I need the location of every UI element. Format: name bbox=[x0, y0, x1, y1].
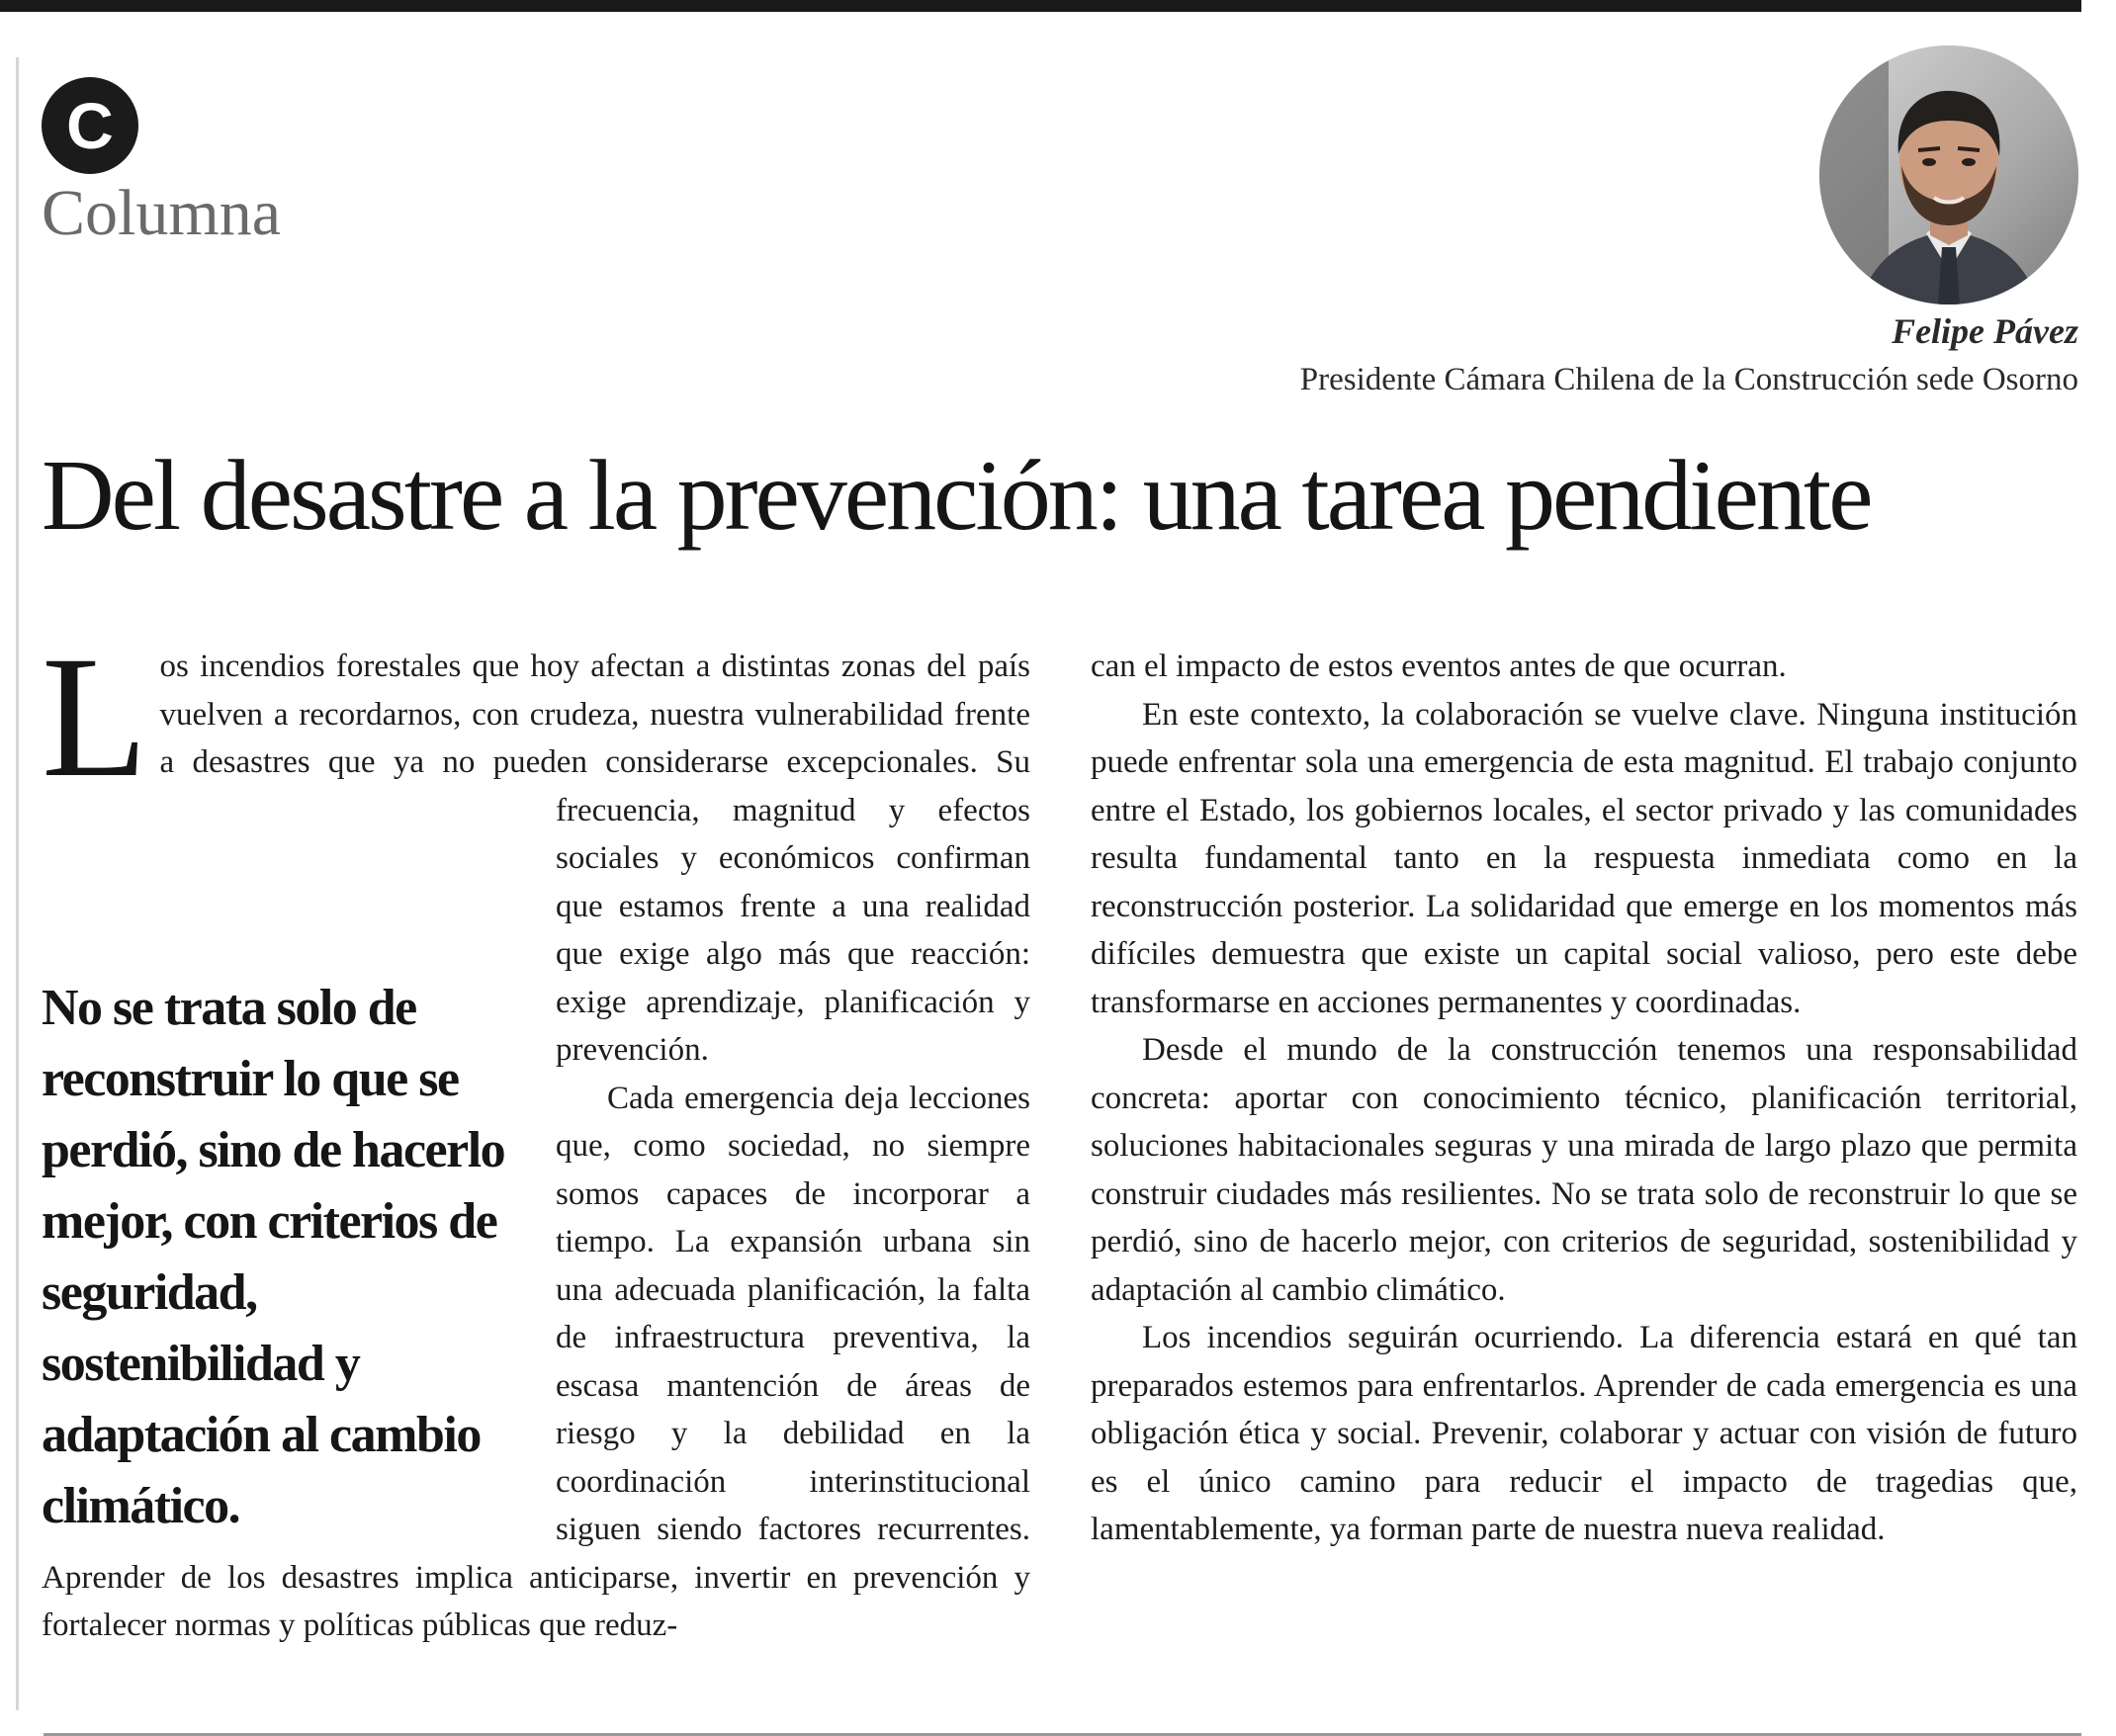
paragraph-4: Desde el mundo de la construcción tenemos una responsabilidad concreta: aportar con conocimiento técnico, planificación territorial, soluciones habitacionales seguras y una mirada de largo plazo que permita construir ciudades más resilientes. No se trata solo de reconstruir lo que se perdió, sino de hacerlo mejor, con criterios de seguridad, sostenibilidad y adaptación al cambio climático. bbox=[1091, 1032, 2077, 1308]
article-column-1 bbox=[42, 621, 1030, 1650]
pull-quote: No se trata solo de reconstruir lo que se perdió, sino de hacerlo mejor, con criterios de seguridad, sostenibilidad y adaptación al cambio climático. bbox=[42, 980, 505, 1534]
paragraph-3: En este contexto, la colaboración se vuelve clave. Ninguna institución puede enfrentar sola una emergencia de esta magnitud. El trabajo conjunto entre el Estado, los gobiernos locales, el sector privado y las comunidades resulta fundamental tanto en la respuesta inmediata como en la reconstrucción posterior. La solidaridad que emerge en los momentos más difíciles demuestra que existe un capital social valioso, pero este debe transformarse en acciones permanentes y coordinadas. bbox=[1091, 696, 2077, 1020]
article-headline: Del desastre a la prevención: una tarea pendiente bbox=[42, 440, 1871, 552]
paragraph-5: Los incendios seguirán ocurriendo. La diferencia estará en qué tan preparados estemos para enfrentarlos. Aprender de cada emergencia es una obligación ética y social. Prevenir, colaborar y actuar con visión de futuro es el único camino para reducir el impacto de tragedias que, lamentablemente, ya forman parte de nuestra nueva realidad. bbox=[1091, 1320, 2077, 1547]
paragraph-2-continued: can el impacto de estos eventos antes de que ocurran. bbox=[1091, 649, 1787, 684]
author-role: Presidente Cámara Chilena de la Construcción sede Osorno bbox=[1299, 362, 2078, 397]
paragraph-1-text: os incendios forestales que hoy afectan a distintas zonas del país vuelven a recordarnos, con crudeza, nuestra vulnerabilidad frente a desastres que ya no pueden considerarse excepcionales. Su frecuencia, magnitud y efectos sociales y económicos confirman que estamos frente a una realidad que exige algo más que reacción: exige aprendizaje, planificación y prevención. bbox=[159, 649, 1030, 1068]
author-portrait-image bbox=[1819, 45, 2078, 304]
author-photo bbox=[1819, 45, 2078, 304]
section-label: Columna bbox=[42, 177, 281, 249]
drop-cap: L bbox=[42, 621, 148, 814]
left-rule bbox=[16, 57, 19, 1710]
paragraph-2: Cada emergencia deja lecciones que, como sociedad, no siempre somos capaces de incorporar a tiempo. La expansión urbana sin una adecuada planificación, la falta de infraestructura preventiva, la escasa mantención de áreas de riesgo y la debilidad en la coordinación interinstitucional siguen siendo factores recurrentes. Aprender de los desastres implica anticiparse, invertir en prevención y fortalecer normas y políticas públicas que reduz- bbox=[42, 1080, 1030, 1643]
article-column-2 bbox=[1091, 643, 2077, 1554]
column-logo-icon bbox=[42, 77, 138, 174]
author-name: Felipe Pávez bbox=[1892, 311, 2078, 351]
column-logo-letter: C bbox=[66, 89, 114, 162]
top-rule bbox=[0, 0, 2081, 12]
